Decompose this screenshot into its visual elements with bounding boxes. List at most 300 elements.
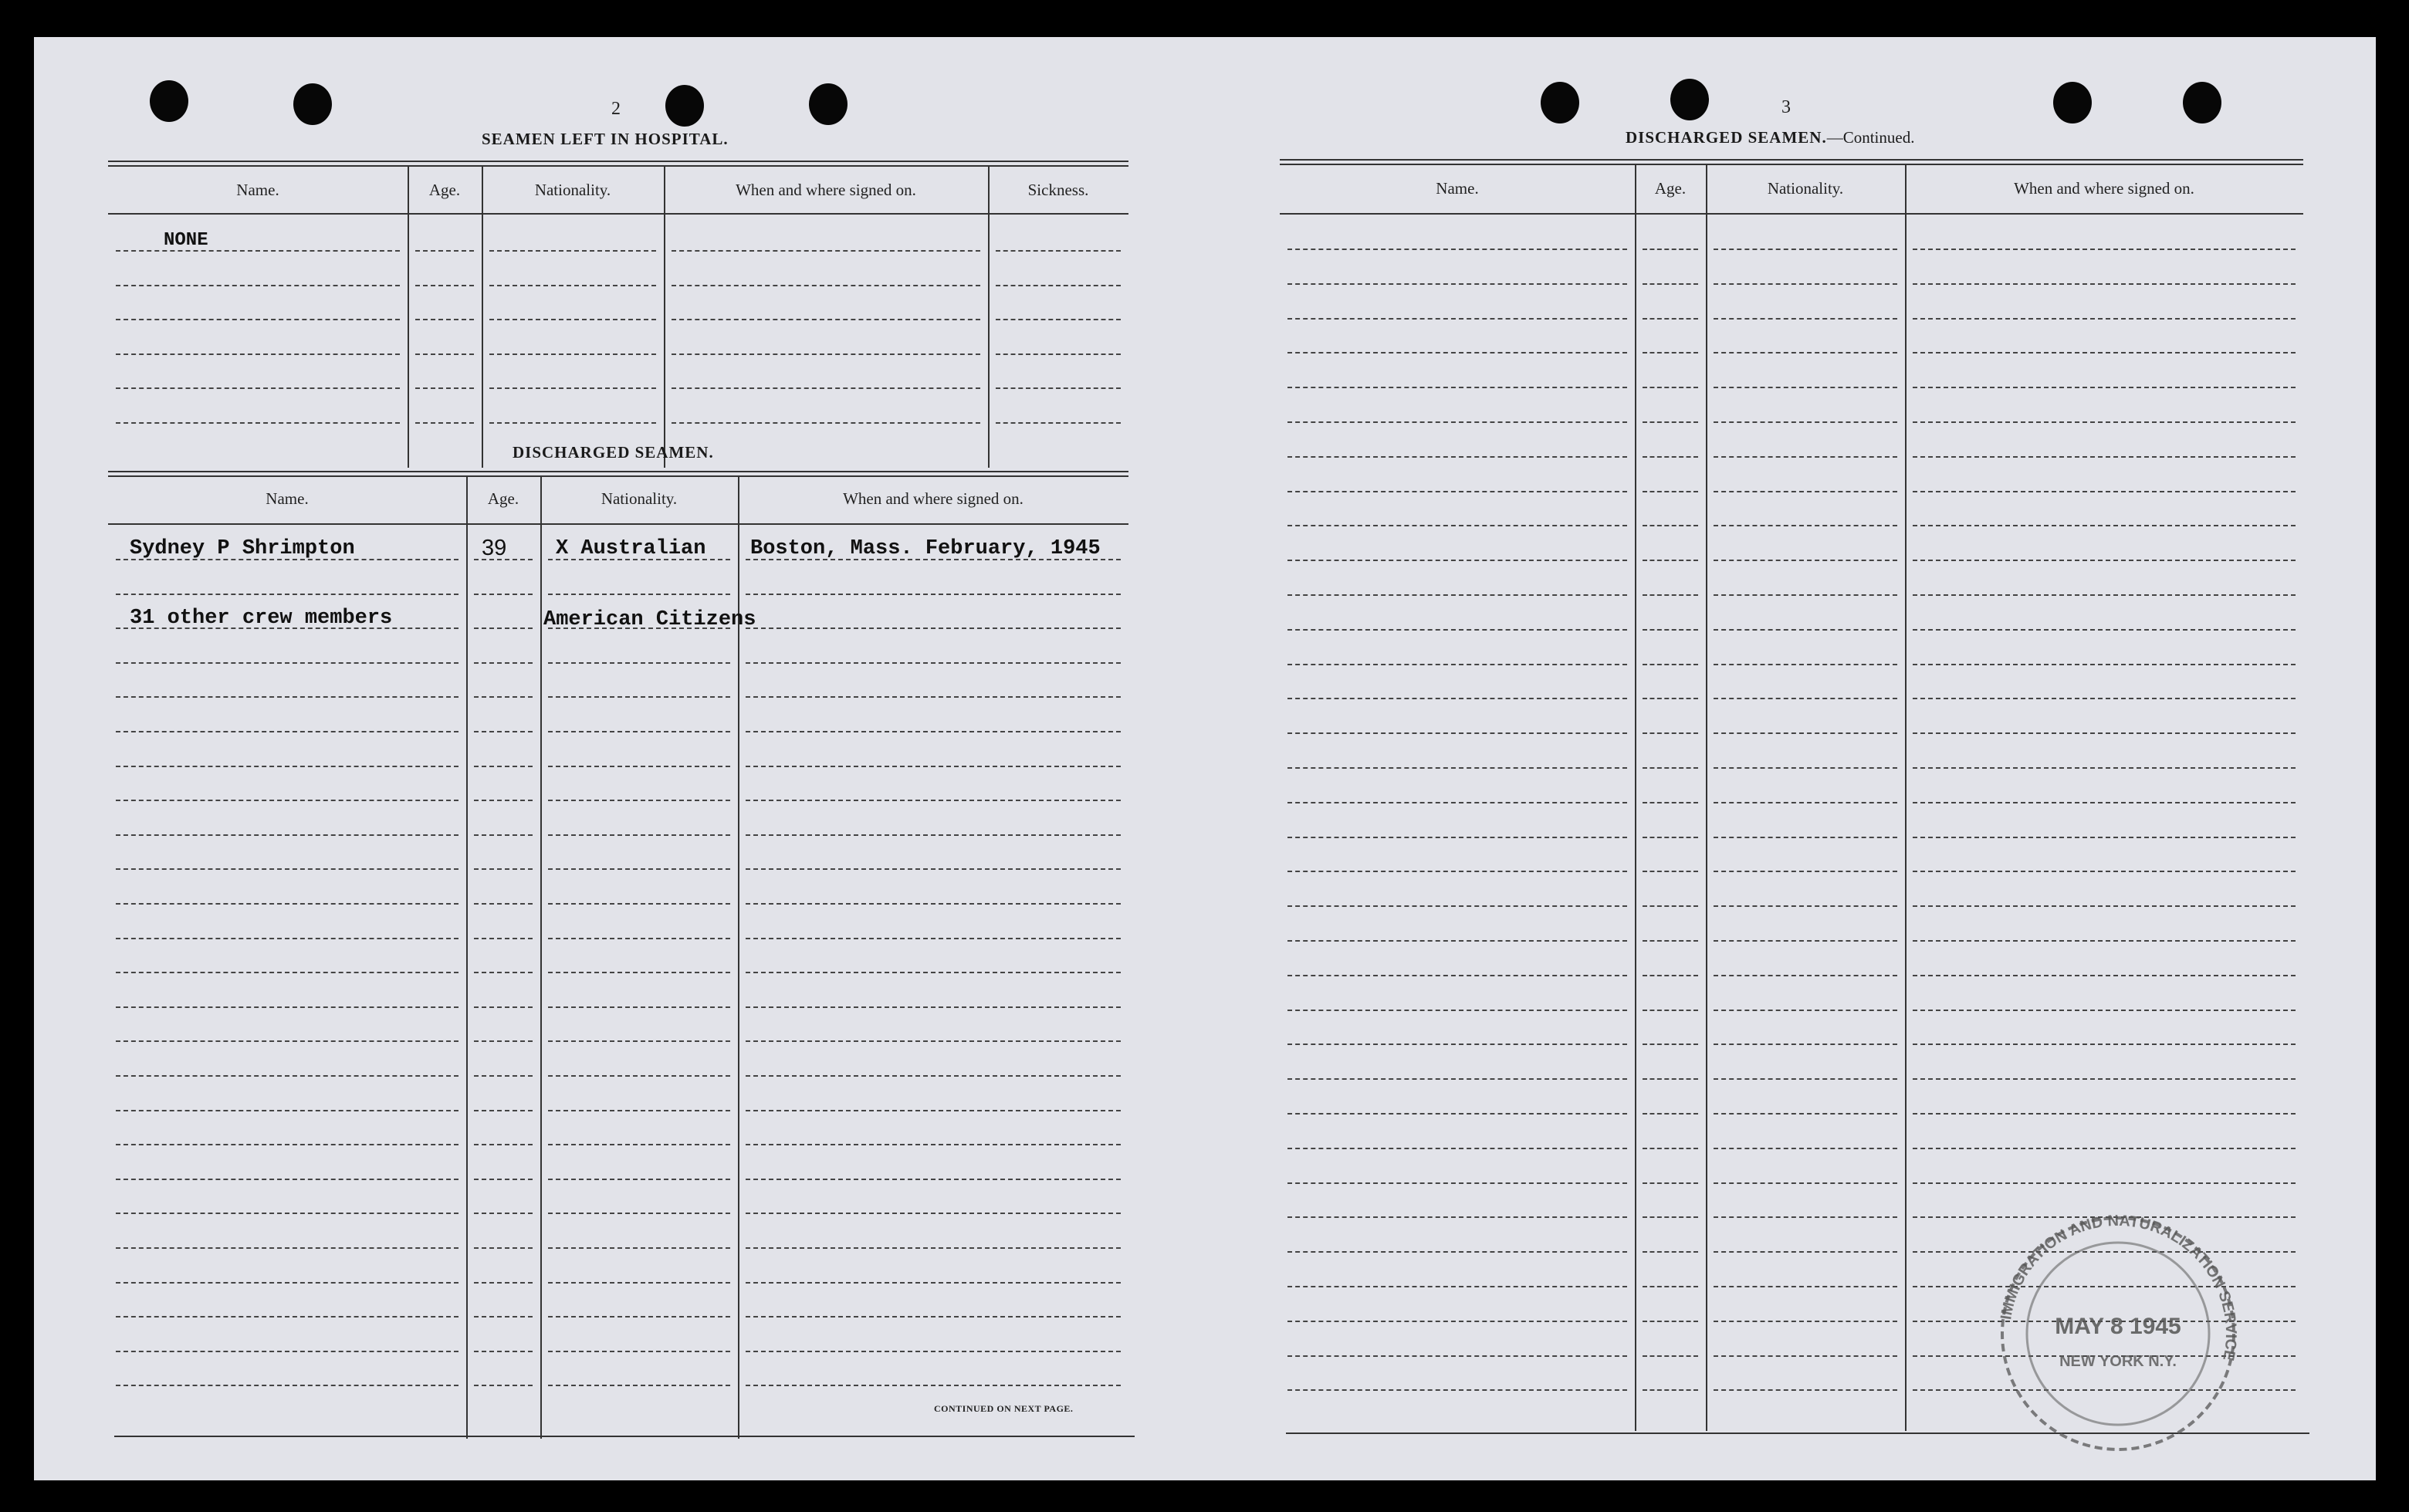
dotted-row-line	[489, 422, 656, 424]
dotted-row-line	[1913, 837, 2296, 838]
dotted-row-line	[1913, 456, 2296, 458]
dotted-row-line	[1913, 249, 2296, 250]
column-divider	[482, 167, 483, 468]
dotted-row-line	[1643, 1321, 1698, 1322]
dotted-row-line	[1643, 249, 1698, 250]
seaman-nationality: American Citizens	[543, 608, 756, 631]
dotted-row-line	[1287, 1113, 1627, 1115]
dotted-row-line	[1913, 629, 2296, 631]
dotted-row-line	[1287, 560, 1627, 561]
dotted-row-line	[116, 1110, 458, 1111]
dotted-row-line	[746, 766, 1121, 767]
dotted-row-line	[746, 1075, 1121, 1077]
dotted-row-line	[672, 285, 980, 286]
dotted-row-line	[746, 1040, 1121, 1042]
dotted-row-line	[474, 1213, 533, 1214]
stamp-date: MAY 8 1945	[2055, 1314, 2181, 1339]
dotted-row-line	[746, 662, 1121, 664]
dotted-row-line	[474, 1282, 533, 1284]
dotted-row-line	[1714, 629, 1897, 631]
dotted-row-line	[746, 627, 1121, 629]
hospital-col-nationality: Nationality.	[534, 181, 611, 199]
dotted-row-line	[116, 594, 458, 595]
dotted-row-line	[746, 834, 1121, 836]
dotted-row-line	[1287, 387, 1627, 388]
dotted-row-line	[1643, 698, 1698, 699]
dotted-row-line	[474, 766, 533, 767]
dotted-row-line	[1714, 1182, 1897, 1184]
dotted-row-line	[1287, 1044, 1627, 1045]
dotted-row-line	[116, 868, 458, 870]
dotted-row-line	[116, 1316, 458, 1318]
dotted-row-line	[415, 319, 474, 320]
right-title-suffix: —Continued.	[1826, 128, 1915, 147]
dotted-row-line	[746, 696, 1121, 698]
column-divider	[1905, 165, 1907, 1431]
dotted-row-line	[1643, 1078, 1698, 1080]
dotted-row-line	[1714, 491, 1897, 492]
dotted-row-line	[1287, 1216, 1627, 1218]
dotted-row-line	[1714, 560, 1897, 561]
rule	[108, 471, 1128, 472]
punch-hole	[2183, 82, 2221, 123]
dotted-row-line	[548, 766, 730, 767]
dotted-row-line	[996, 319, 1121, 320]
dotted-row-line	[474, 662, 533, 664]
dotted-row-line	[548, 1040, 730, 1042]
dotted-row-line	[1913, 732, 2296, 734]
dotted-row-line	[1643, 525, 1698, 526]
hospital-col-name: Name.	[236, 181, 279, 199]
hospital-col-age: Age.	[428, 181, 461, 199]
dotted-row-line	[116, 731, 458, 732]
seaman-signed-on: Boston, Mass. February, 1945	[750, 537, 1101, 560]
dotted-row-line	[1643, 664, 1698, 665]
dotted-row-line	[1714, 1286, 1897, 1287]
dotted-row-line	[474, 1075, 533, 1077]
dotted-row-line	[474, 1144, 533, 1145]
dotted-row-line	[1714, 1113, 1897, 1115]
dotted-row-line	[1913, 975, 2296, 976]
punch-hole	[665, 85, 704, 127]
dotted-row-line	[474, 627, 533, 629]
dotted-row-line	[1643, 1251, 1698, 1253]
dotted-row-line	[1287, 318, 1627, 320]
dotted-row-line	[116, 800, 458, 801]
dotted-row-line	[489, 250, 656, 252]
dotted-row-line	[1714, 1078, 1897, 1080]
dotted-row-line	[548, 868, 730, 870]
stamp-place: NEW YORK N.Y.	[2059, 1353, 2177, 1370]
dotted-row-line	[1287, 698, 1627, 699]
dotted-row-line	[1714, 905, 1897, 907]
continued-note: CONTINUED ON NEXT PAGE.	[934, 1403, 1074, 1414]
right-col-name: Name.	[1436, 179, 1479, 198]
dotted-row-line	[1714, 456, 1897, 458]
dotted-row-line	[116, 422, 400, 424]
dotted-row-line	[996, 250, 1121, 252]
right-col-signed-on: When and where signed on.	[2014, 179, 2194, 198]
dotted-row-line	[548, 938, 730, 939]
dotted-row-line	[1643, 1148, 1698, 1149]
dotted-row-line	[1287, 802, 1627, 803]
dotted-row-line	[1287, 1078, 1627, 1080]
dotted-row-line	[116, 903, 458, 905]
dotted-row-line	[1714, 664, 1897, 665]
dotted-row-line	[1714, 732, 1897, 734]
dotted-row-line	[548, 834, 730, 836]
dotted-row-line	[415, 353, 474, 355]
dotted-row-line	[1714, 1216, 1897, 1218]
dotted-row-line	[1287, 456, 1627, 458]
dotted-row-line	[116, 972, 458, 973]
dotted-row-line	[1643, 767, 1698, 769]
column-divider	[466, 477, 468, 1439]
dotted-row-line	[415, 387, 474, 389]
dotted-row-line	[474, 834, 533, 836]
dotted-row-line	[1714, 767, 1897, 769]
dotted-row-line	[116, 1213, 458, 1214]
dotted-row-line	[996, 422, 1121, 424]
dotted-row-line	[415, 250, 474, 252]
dotted-row-line	[116, 1179, 458, 1180]
dotted-row-line	[1287, 871, 1627, 872]
rule	[1280, 213, 2303, 215]
dotted-row-line	[116, 1247, 458, 1249]
dotted-row-line	[672, 319, 980, 320]
rule	[108, 161, 1128, 162]
dotted-row-line	[1287, 837, 1627, 838]
rule	[114, 1436, 1135, 1437]
dotted-row-line	[1287, 1389, 1627, 1391]
dotted-row-line	[1643, 1389, 1698, 1391]
dotted-row-line	[548, 696, 730, 698]
dotted-row-line	[1287, 1286, 1627, 1287]
dotted-row-line	[1287, 1321, 1627, 1322]
dotted-row-line	[996, 285, 1121, 286]
dotted-row-line	[474, 1179, 533, 1180]
hospital-col-signed-on: When and where signed on.	[736, 181, 916, 199]
punch-hole	[1541, 82, 1579, 123]
dotted-row-line	[489, 387, 656, 389]
dotted-row-line	[489, 285, 656, 286]
dotted-row-line	[746, 1213, 1121, 1214]
dotted-row-line	[474, 1247, 533, 1249]
dotted-row-line	[1287, 283, 1627, 285]
dotted-row-line	[548, 1213, 730, 1214]
dotted-row-line	[474, 1110, 533, 1111]
dotted-row-line	[474, 903, 533, 905]
dotted-row-line	[1643, 837, 1698, 838]
dotted-row-line	[474, 1385, 533, 1386]
dotted-row-line	[746, 1282, 1121, 1284]
dotted-row-line	[1287, 491, 1627, 492]
dotted-row-line	[548, 1385, 730, 1386]
dotted-row-line	[1913, 1148, 2296, 1149]
dotted-row-line	[1913, 421, 2296, 423]
rule	[108, 213, 1128, 215]
dotted-row-line	[548, 972, 730, 973]
dotted-row-line	[415, 422, 474, 424]
dotted-row-line	[996, 387, 1121, 389]
discharged-col-age: Age.	[487, 489, 519, 508]
dotted-row-line	[746, 903, 1121, 905]
dotted-row-line	[1287, 975, 1627, 976]
dotted-row-line	[415, 285, 474, 286]
dotted-row-line	[548, 1110, 730, 1111]
dotted-row-line	[116, 1006, 458, 1008]
dotted-row-line	[548, 1282, 730, 1284]
dotted-row-line	[548, 1351, 730, 1352]
dotted-row-line	[474, 1006, 533, 1008]
hospital-entry-none: NONE	[164, 230, 208, 251]
dotted-row-line	[746, 1351, 1121, 1352]
dotted-row-line	[548, 662, 730, 664]
column-divider	[540, 477, 542, 1439]
dotted-row-line	[1643, 1355, 1698, 1357]
dotted-row-line	[1287, 249, 1627, 250]
manifest-sheet	[34, 37, 2376, 1480]
dotted-row-line	[116, 1282, 458, 1284]
dotted-row-line	[1714, 1251, 1897, 1253]
dotted-row-line	[1643, 1216, 1698, 1218]
dotted-row-line	[672, 353, 980, 355]
hospital-col-sickness: Sickness.	[1027, 181, 1089, 199]
left-page-number: 2	[611, 99, 621, 119]
immigration-stamp	[1979, 1195, 2257, 1473]
dotted-row-line	[746, 1006, 1121, 1008]
dotted-row-line	[1714, 1355, 1897, 1357]
dotted-row-line	[1643, 802, 1698, 803]
dotted-row-line	[116, 387, 400, 389]
dotted-row-line	[1714, 318, 1897, 320]
dotted-row-line	[1913, 387, 2296, 388]
punch-hole	[2053, 82, 2092, 123]
dotted-row-line	[746, 868, 1121, 870]
right-section-title	[1626, 128, 1914, 147]
dotted-row-line	[489, 353, 656, 355]
dotted-row-line	[1913, 491, 2296, 492]
dotted-row-line	[1287, 525, 1627, 526]
dotted-row-line	[1714, 1389, 1897, 1391]
dotted-row-line	[672, 250, 980, 252]
dotted-row-line	[1287, 732, 1627, 734]
dotted-row-line	[116, 319, 400, 320]
dotted-row-line	[116, 662, 458, 664]
dotted-row-line	[1714, 249, 1897, 250]
dotted-row-line	[672, 387, 980, 389]
dotted-row-line	[1714, 1148, 1897, 1149]
dotted-row-line	[474, 594, 533, 595]
dotted-row-line	[1714, 940, 1897, 942]
dotted-row-line	[1913, 940, 2296, 942]
dotted-row-line	[116, 696, 458, 698]
dotted-row-line	[474, 868, 533, 870]
seaman-age: 39	[482, 536, 507, 560]
dotted-row-line	[1643, 629, 1698, 631]
dotted-row-line	[746, 1247, 1121, 1249]
dotted-row-line	[746, 1316, 1121, 1318]
rule	[108, 523, 1128, 525]
dotted-row-line	[548, 1006, 730, 1008]
column-divider	[1635, 165, 1636, 1431]
dotted-row-line	[1714, 283, 1897, 285]
dotted-row-line	[1714, 837, 1897, 838]
seaman-name: Sydney P Shrimpton	[130, 537, 355, 560]
dotted-row-line	[116, 353, 400, 355]
dotted-row-line	[548, 1075, 730, 1077]
dotted-row-line	[746, 938, 1121, 939]
dotted-row-line	[1913, 767, 2296, 769]
dotted-row-line	[1714, 871, 1897, 872]
dotted-row-line	[996, 353, 1121, 355]
dotted-row-line	[1714, 387, 1897, 388]
dotted-row-line	[1913, 1010, 2296, 1011]
dotted-row-line	[1913, 283, 2296, 285]
dotted-row-line	[1913, 1044, 2296, 1045]
dotted-row-line	[1287, 940, 1627, 942]
dotted-row-line	[1913, 905, 2296, 907]
dotted-row-line	[489, 319, 656, 320]
dotted-row-line	[474, 1040, 533, 1042]
dotted-row-line	[1287, 1182, 1627, 1184]
column-divider	[1706, 165, 1707, 1431]
dotted-row-line	[1913, 525, 2296, 526]
dotted-row-line	[1913, 1113, 2296, 1115]
dotted-row-line	[1643, 975, 1698, 976]
dotted-row-line	[1643, 456, 1698, 458]
dotted-row-line	[1913, 352, 2296, 353]
dotted-row-line	[116, 1351, 458, 1352]
dotted-row-line	[1714, 1044, 1897, 1045]
dotted-row-line	[1287, 1251, 1627, 1253]
dotted-row-line	[116, 285, 400, 286]
dotted-row-line	[1913, 1078, 2296, 1080]
dotted-row-line	[1643, 732, 1698, 734]
seaman-name: 31 other crew members	[130, 607, 393, 630]
dotted-row-line	[1287, 905, 1627, 907]
dotted-row-line	[116, 1144, 458, 1145]
dotted-row-line	[116, 834, 458, 836]
dotted-row-line	[116, 1075, 458, 1077]
dotted-row-line	[548, 731, 730, 732]
dotted-row-line	[746, 731, 1121, 732]
dotted-row-line	[1913, 871, 2296, 872]
dotted-row-line	[746, 1110, 1121, 1111]
punch-hole	[293, 83, 332, 125]
dotted-row-line	[1287, 767, 1627, 769]
dotted-row-line	[746, 1179, 1121, 1180]
dotted-row-line	[1643, 421, 1698, 423]
dotted-row-line	[1643, 283, 1698, 285]
dotted-row-line	[1643, 318, 1698, 320]
dotted-row-line	[548, 800, 730, 801]
dotted-row-line	[116, 766, 458, 767]
dotted-row-line	[1643, 940, 1698, 942]
punch-hole	[150, 80, 188, 122]
dotted-row-line	[1287, 664, 1627, 665]
column-divider	[988, 167, 990, 468]
dotted-row-line	[548, 1247, 730, 1249]
dotted-row-line	[474, 731, 533, 732]
dotted-row-line	[1714, 698, 1897, 699]
dotted-row-line	[1643, 1182, 1698, 1184]
dotted-row-line	[1287, 1148, 1627, 1149]
stamp-service: IMMIGRATION AND NATURALIZATION SERVICE	[1998, 1212, 2240, 1362]
dotted-row-line	[1643, 1113, 1698, 1115]
dotted-row-line	[1714, 1321, 1897, 1322]
seaman-nationality: X Australian	[556, 537, 706, 560]
right-page-number: 3	[1781, 97, 1791, 117]
dotted-row-line	[116, 938, 458, 939]
dotted-row-line	[1913, 594, 2296, 596]
dotted-row-line	[474, 1351, 533, 1352]
dotted-row-line	[474, 1316, 533, 1318]
svg-text:IMMIGRATION AND NATURALIZATION	[1998, 1213, 2239, 1362]
dotted-row-line	[1643, 352, 1698, 353]
dotted-row-line	[1714, 975, 1897, 976]
right-title-text: DISCHARGED SEAMEN.	[1626, 128, 1827, 147]
dotted-row-line	[1913, 318, 2296, 320]
dotted-row-line	[474, 800, 533, 801]
discharged-section-title: DISCHARGED SEAMEN.	[513, 443, 714, 462]
dotted-row-line	[116, 1385, 458, 1386]
dotted-row-line	[1643, 387, 1698, 388]
punch-hole	[809, 83, 848, 125]
dotted-row-line	[116, 1040, 458, 1042]
dotted-row-line	[474, 696, 533, 698]
dotted-row-line	[548, 903, 730, 905]
dotted-row-line	[1643, 491, 1698, 492]
dotted-row-line	[1714, 525, 1897, 526]
dotted-row-line	[1714, 594, 1897, 596]
right-col-age: Age.	[1654, 179, 1687, 198]
dotted-row-line	[474, 972, 533, 973]
dotted-row-line	[1913, 664, 2296, 665]
dotted-row-line	[1643, 594, 1698, 596]
dotted-row-line	[1913, 698, 2296, 699]
dotted-row-line	[746, 1385, 1121, 1386]
dotted-row-line	[1714, 802, 1897, 803]
rule	[1280, 159, 2303, 161]
dotted-row-line	[1287, 1010, 1627, 1011]
discharged-col-signed-on: When and where signed on.	[843, 489, 1023, 508]
dotted-row-line	[746, 800, 1121, 801]
column-divider	[664, 167, 665, 468]
dotted-row-line	[1643, 1010, 1698, 1011]
dotted-row-line	[1287, 421, 1627, 423]
dotted-row-line	[1643, 1286, 1698, 1287]
dotted-row-line	[474, 938, 533, 939]
dotted-row-line	[1643, 560, 1698, 561]
right-col-nationality: Nationality.	[1767, 179, 1844, 198]
dotted-row-line	[116, 250, 400, 252]
dotted-row-line	[1913, 802, 2296, 803]
dotted-row-line	[1913, 560, 2296, 561]
dotted-row-line	[1714, 421, 1897, 423]
dotted-row-line	[1287, 352, 1627, 353]
column-divider	[408, 167, 409, 468]
discharged-col-name: Name.	[266, 489, 309, 508]
dotted-row-line	[1643, 1044, 1698, 1045]
dotted-row-line	[1287, 594, 1627, 596]
punch-hole	[1670, 79, 1709, 120]
dotted-row-line	[672, 422, 980, 424]
hospital-section-title: SEAMEN LEFT IN HOSPITAL.	[482, 130, 729, 148]
dotted-row-line	[1643, 871, 1698, 872]
discharged-col-nationality: Nationality.	[601, 489, 678, 508]
dotted-row-line	[548, 594, 730, 595]
